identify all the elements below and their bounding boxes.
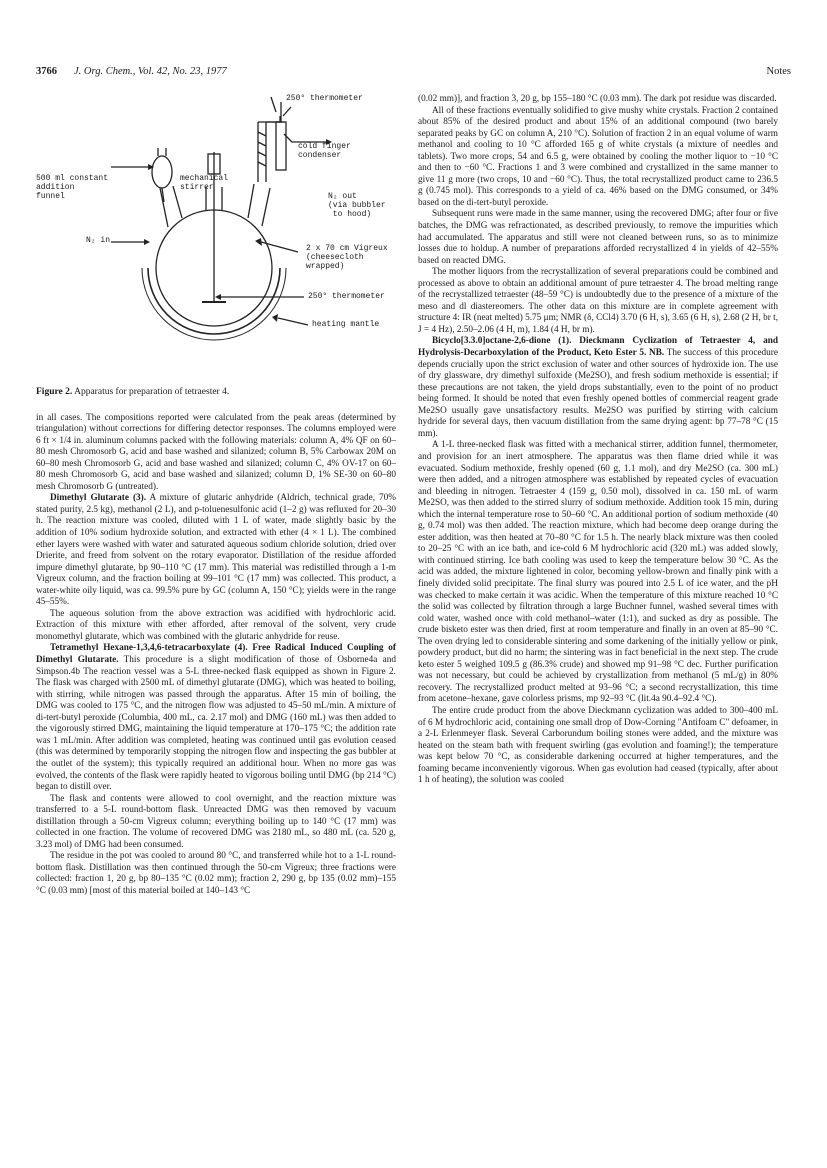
paragraph [36,643,396,793]
figure-caption [36,387,396,399]
paragraph: The aqueous solution from the above extraction was acidified with hydrochloric acid. Extraction of this mixture with ether afforded, after removal of the solvent, very crude monomethyl glutarate, which was combined with the glutaric anhydride for reuse. [36,608,396,642]
n2-out-label: N₂ out (via bubbler to hood) [328,192,386,219]
section-heading: Bicyclo[3.3.0]octane-2,6-dione (1). Dieckmann Cyclization of Tetraester 4, and Hydrolysis-Decarboxylation of the Product, Keto Ester 5. NB. [418,336,778,359]
paragraph: A 1-L three-necked flask was fitted with a mechanical stirrer, addition funnel, thermometer, and provision for an inert atmosphere. The apparatus was then flame dried while it was evacuated. Sodium methoxide, freshly opened (60 g, 1.1 mol), and dry Me2SO (ca. 300 mL) were then added, and a nitrogen atmosphere was established by repeated cycles of evacuation and bleeding in nitrogen. Tetraester 4 (159 g, 0.50 mol), dissolved in ca. 150 mL of warm Me2SO, was then added to the stirred slurry of sodium methoxide. Addition took 15 min, during which the internal temperature rose to 50–60 °C. An additional portion of sodium methoxide (40 g, 0.74 mol) was then added. The reaction mixture, which had become deep orange during the ester addition, was then heated at 70–80 °C for 1.5 h. The nearly black mixture was then cooled to 20–25 °C with an ice bath, and ice-cold 6 M hydrochloric acid (320 mL) was added slowly, with continued stirring. Ice bath cooling was used to keep the temperature below 30 °C. As the acid was added, the mixture lightened in color, becoming yellow-brown and finally pink with a finely divided solid precipitate. The final slurry was poured into 2.5 L of ice water, and the pH was checked to make certain it was acidic. When the temperature of this mixture reached 10 °C the solid was collected by filtration through a large Buchner funnel, washed several times with cold water, washed once with cold methanol–water (1:1), and sucked as dry as possible. The crude bisketo ester was then dried, first at room temperature and finally in an oven at 85–90 °C. The oven drying led to considerable sintering and some darkening of the initially yellow or pink, powdery product, but did no harm; the sintering was in fact beneficial in the next step. The crude keto ester 5 weighed 109.5 g (86.3% crude) and showed mp 91–98 °C dec. Further purification was not necessary, but could be achieved by crystallization from methanol (5 mL/g) in 80% recovery. The recrystallized product melted at 93–96 °C; a second recrystallization, this time from acetone–hexane, gave colorless prisms, mp 92–93 °C (lit.4a 90.4–92.4 °C). [418,440,778,705]
top-thermometer-label: 250° thermometer [286,94,363,103]
funnel-label: 500 ml constant addition funnel [36,174,109,201]
section-name: Notes [766,66,791,77]
apparatus-drawing [36,92,396,377]
paragraph: The flask and contents were allowed to cool overnight, and the reaction mixture was transferred to a 5-L round-bottom flask. Unreacted DMG was then removed by vacuum distillation through a 50-cm Vigreux column; everything boiling up to 140 °C (17 mm) was collected in one fraction. The volume of recovered DMG was 2180 mL, so 480 mL (ca. 520 g, 3.23 mol) of DMG had been consumed. [36,793,396,850]
vigreux-label: 2 x 70 cm Vigreux (cheesecloth wrapped) [306,244,388,271]
stirrer-label: mechanical stirrer [180,174,229,192]
paragraph [36,493,396,608]
paragraph: (0.02 mm)], and fraction 3, 20 g, bp 155–180 °C (0.03 mm). The dark pot residue was discarded. [418,94,777,104]
paragraph: The entire crude product from the above Dieckmann cyclization was added to 300–400 mL of 6 M hydrochloric acid, containing one small drop of Dow-Corning "Antifoam C" defoamer, in a 2-L Erlenmeyer flask. Several Carborundum boiling stones were added, and the mixture was heated on the steam bath with frequent swirling (gas evolution and foaming!); the temperature was kept below 70 °C, as considerable darkening occurred at higher temperatures, and the foaming became inconveniently vigorous. When gas evolution had ceased (typically, after about 1 h of heating), the solution was cooled [418,705,778,786]
figure-caption-label: Figure 2. [36,387,73,397]
paragraph-text: A mixture of glutaric anhydride (Aldrich, technical grade, 70% stated purity, 2.5 kg), methanol (2 L), and p-toluenesulfonic acid (1–2 g) was refluxed for 20–30 h. The reaction mixture was cooled, diluted with 1 L of water, made slightly basic by the addition of 10% sodium hydroxide solution, and extracted with ether (4 × 1 L). The combined ether layers were washed with water and saturated aqueous sodium chloride solution, dried over Drierite, and freed from solvent on the rotary evaporator. Distillation of the residue afforded impure dimethyl glutarate, bp 90–110 °C (17 mm). This material was redistilled through a 1-m Vigreux column, and the fraction boiling at 99–101 °C (17 mm) was collected. This product, a water-white oily liquid, was ca. 99.5% pure by GC (column A, 150 °C); yields were in the range 45–55%. [36,493,396,608]
paragraph-text: This procedure is a slight modification of those of Osborne4a and Simpson.4b The reaction vessel was a 5-L three-necked flask equipped as shown in Figure 2. The flask was charged with 2500 mL of dimethyl glutarate (DMG), which was heated to boiling, with stirring, while nitrogen was passed through the apparatus. After 15 min of boiling, the DMG was cooled to 175 °C, and the nitrogen flow was adjusted to 45–50 mL/min. A mixture of di-tert-butyl peroxide (Columbia, 400 mL, ca. 2.17 mol) and DMG (160 mL) was then added to the vigorously stirred DMG, maintaining the liquid temperature at 170–175 °C; the addition rate was 1 mL/min. After addition was completed, heating was continued until gas evolution ceased (this was determined by temporarily stopping the nitrogen flow and inspecting the gas bubbler at the outlet of the system); this typically required an additional hour. When no more gas was evolved, the contents of the flask were rapidly heated to vigorous boiling until DMG (bp 214 °C) began to distill over. [36,655,396,793]
section-heading: Tetramethyl Hexane-1,3,4,6-tetracarboxylate (4). Free Radical Induced Coupling of Dimethyl Glutarate. [36,643,396,666]
paragraph: The mother liquors from the recrystallization of several preparations could be combined and processed as above to obtain an additional amount of pure tetraester 4. The broad melting range of the recrystallized tetraester (48–59 °C) is undoubtedly due to the presence of a mixture of the meso and dl diastereomers. The other data on this mixture are in complete agreement with structure 4: IR (neat melted) 5.75 μm; NMR (δ, CCl4) 3.70 (6 H, s), 3.65 (6 H, s), 2.68 (2 H, br t, J = 4 Hz), 2.50–2.06 (4 H, m), 1.84 (4 H, br m). [418,267,779,335]
right-column [418,94,778,787]
paragraph-text: The success of this procedure depends crucially upon the strict exclusion of water and other sources of hydroxide ion. The use of dry glassware, dry dimethyl sulfoxide (Me2SO), and fresh sodium methoxide is essential; if these precautions are not taken, the yield drops substantially, even to the point of no product being formed. It should be noted that even freshly opened bottles of commercial reagent grade Me2SO usually gave unsatisfactory results. Me2SO was purified by stirring with calcium hydride for several days, then vacuum distillation from the same drying agent: bp 77–78 °C (15 mm). [418,348,778,439]
left-column [36,92,396,898]
cold-finger-label: cold finger condenser [298,142,351,160]
page-number: 3766 [36,66,57,77]
paragraph [418,336,778,440]
bottom-thermometer-label: 250° thermometer [308,292,385,301]
running-header [36,66,791,82]
n2-in-label: N₂ in [86,236,111,245]
paragraph: All of these fractions eventually solidified to give mushy white crystals. Fraction 2 contained about 85% of the desired product and about 15% of an additional compound (two barely separated peaks by GC on column A, 210 °C). Solution of fraction 2 in an equal volume of warm methanol and cooling to 10 °C afforded 165 g of white crystals (a mixture of needles and tablets). Two more crops, 54 and 6.5 g, were obtained by cooling the mother liquor to −10 °C and then to −60 °C. Fractions 1 and 3 were combined and crystallized in the same manner to give 11 g more (two crops, 10 and −60 °C). Thus, the total recrystallized product came to 236.5 g (0.745 mol). This corresponds to a yield of ca. 46% based on the DMG consumed, or 34% based on the di-tert-butyl peroxide. [418,105,778,208]
mantle-label: heating mantle [312,320,380,329]
section-heading: Dimethyl Glutarate (3). [50,493,147,504]
paragraph: The residue in the pot was cooled to around 80 °C, and transferred while hot to a 1-L round-bottom flask. Distillation was then continued through the 50-cm Vigreux; three fractions were collected: fraction 1, 20 g, bp 80–135 °C (0.02 mm); fraction 2, 290 g, bp 135 (0.02 mm)–155 °C (0.03 mm) [most of this material boiled at 140–143 °C [36,851,396,896]
journal-citation: J. Org. Chem., Vol. 42, No. 23, 1977 [74,66,227,77]
figure-caption-text: Apparatus for preparation of tetraester 4. [74,387,230,397]
paragraph: in all cases. The compositions reported were calculated from the peak areas (determined by triangulation) without corrections for differing detector responses. The columns employed were 6 ft × 1/4 in. aluminum columns packed with the following materials: column A, 4% QF on 60–80 mesh Chromosorb G, acid and base washed and silanized; column B, 5% Carbowax 20M on 60–80 mesh Chromosorb G, acid and base washed and silanized; column C, 4% OV-17 on 60–80 mesh Chromosorb G, acid and base washed and silanized; column D, 1% SE-30 on 60–80 mesh Chromosorb G (untreated). [36,412,396,492]
paragraph: Subsequent runs were made in the same manner, using the recovered DMG; after four or five batches, the DMG was refractionated, as described previously, to remove the impurities which had accumulated. The apparatus and still were not cleaned between runs, so as to minimize losses due to holdup. A number of preparations afforded recrystallized 4 in yields of 42–55% based on reacted DMG. [418,209,778,266]
apparatus-figure [36,92,396,377]
